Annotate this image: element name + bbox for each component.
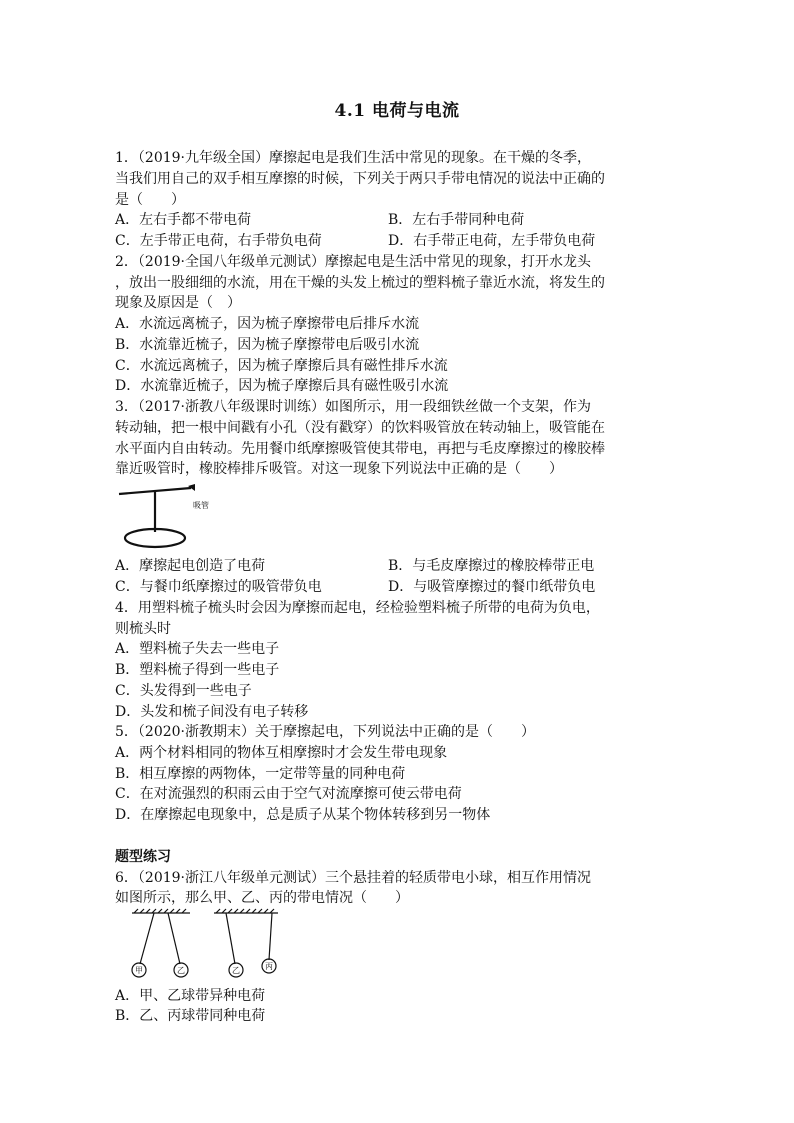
- q1-line-1: 1．（2019·九年级全国）摩擦起电是我们生活中常见的现象。在干燥的冬季，: [115, 150, 591, 166]
- q1-option-a: A．左右手都不带电荷: [115, 212, 252, 228]
- q4-line-1: 4．用塑料梳子梳头时会因为摩擦而起电，经检验塑料梳子所带的电荷为负电，: [115, 600, 600, 616]
- thread-yi-left: [168, 913, 180, 964]
- q2-line-3: 现象及原因是（ ）: [115, 295, 241, 311]
- q4-option-d: D．头发和梳子间没有电子转移: [115, 704, 309, 720]
- q3-option-c: C．与餐巾纸摩擦过的吸管带负电: [115, 579, 322, 595]
- q6-line-1: 6．（2019·浙江八年级单元测试）三个悬挂着的轻质带电小球，相互作用情况: [115, 870, 591, 886]
- q4-option-a: A．塑料梳子失去一些电子: [115, 641, 280, 657]
- ball-label-yi-left: 乙: [177, 966, 185, 975]
- ball-label-jia: 甲: [135, 966, 143, 975]
- q1-option-c: C．左手带正电荷，右手带负电荷: [115, 233, 322, 249]
- q3-line-2: 转动轴，把一根中间戳有小孔（没有戳穿）的饮料吸管放在转动轴上，吸管能在: [115, 420, 605, 436]
- thread-jia: [140, 913, 154, 964]
- straw-label: 吸管: [193, 501, 209, 510]
- q4-option-c: C．头发得到一些电子: [115, 683, 252, 699]
- page-title: 4.1 电荷与电流: [334, 101, 460, 121]
- q6-line-2: 如图所示，那么甲、乙、丙的带电情况（ ）: [115, 890, 409, 906]
- q3-option-a: A．摩擦起电创造了电荷: [115, 558, 266, 574]
- q3-option-d: D．与吸管摩擦过的餐巾纸带负电: [388, 579, 596, 595]
- q2-line-1: 2．（2019·全国八年级单元测试）摩擦起电是生活中常见的现象，打开水龙头: [115, 254, 591, 270]
- q5-option-d: D．在摩擦起电现象中，总是质子从某个物体转移到另一物体: [115, 807, 491, 823]
- q1-option-b: B．左右手带同种电荷: [388, 212, 525, 228]
- q5-line-1: 5．（2020·浙教期末）关于摩擦起电，下列说法中正确的是（ ）: [115, 724, 535, 740]
- q5-option-a: A．两个材料相同的物体互相摩擦时才会发生带电现象: [115, 745, 448, 761]
- q4-line-2: 则梳头时: [115, 621, 171, 637]
- q2-option-c: C．水流远离梳子，因为梳子摩擦后具有磁性排斥水流: [115, 358, 448, 374]
- q3-option-b: B．与毛皮摩擦过的橡胶棒带正电: [388, 558, 595, 574]
- thread-yi-right: [226, 913, 235, 964]
- q2-line-2: ，放出一股细细的水流，用在干燥的头发上梳过的塑料梳子靠近水流，将发生的: [115, 275, 605, 291]
- q2-option-b: B．水流靠近梳子，因为梳子摩擦带电后吸引水流: [115, 337, 420, 353]
- q3-line-3: 水平面内自由转动。先用餐巾纸摩擦吸管使其带电，再把与毛皮摩擦过的橡胶棒: [115, 441, 605, 457]
- q2-option-d: D．水流靠近梳子，因为梳子摩擦后具有磁性吸引水流: [115, 378, 449, 394]
- hanging-balls-figure: [128, 908, 288, 984]
- q1-line-3: 是（ ）: [115, 192, 185, 208]
- q5-option-c: C．在对流强烈的积雨云由于空气对流摩擦可使云带电荷: [115, 786, 462, 802]
- ball-label-yi-right: 乙: [232, 966, 240, 975]
- q3-line-4: 靠近吸管时，橡胶棒排斥吸管。对这一现象下列说法中正确的是（ ）: [115, 461, 563, 477]
- q4-option-b: B．塑料梳子得到一些电子: [115, 662, 280, 678]
- section-title: 题型练习: [115, 849, 171, 865]
- q1-option-d: D．右手带正电荷，左手带负电荷: [388, 233, 596, 249]
- q3-line-1: 3．（2017·浙教八年级课时训练）如图所示，用一段细铁丝做一个支架，作为: [115, 399, 591, 415]
- straw-stand-figure: [115, 480, 235, 552]
- q6-option-b: B．乙、丙球带同种电荷: [115, 1008, 266, 1024]
- q2-option-a: A．水流远离梳子，因为梳子摩擦带电后排斥水流: [115, 316, 420, 332]
- thread-bing: [269, 913, 272, 960]
- ball-label-bing: 丙: [265, 962, 273, 971]
- q1-line-2: 当我们用自己的双手相互摩擦的时候，下列关于两只手带电情况的说法中正确的: [115, 171, 605, 187]
- q5-option-b: B．相互摩擦的两物体，一定带等量的同种电荷: [115, 766, 406, 782]
- q6-option-a: A．甲、乙球带异种电荷: [115, 988, 266, 1004]
